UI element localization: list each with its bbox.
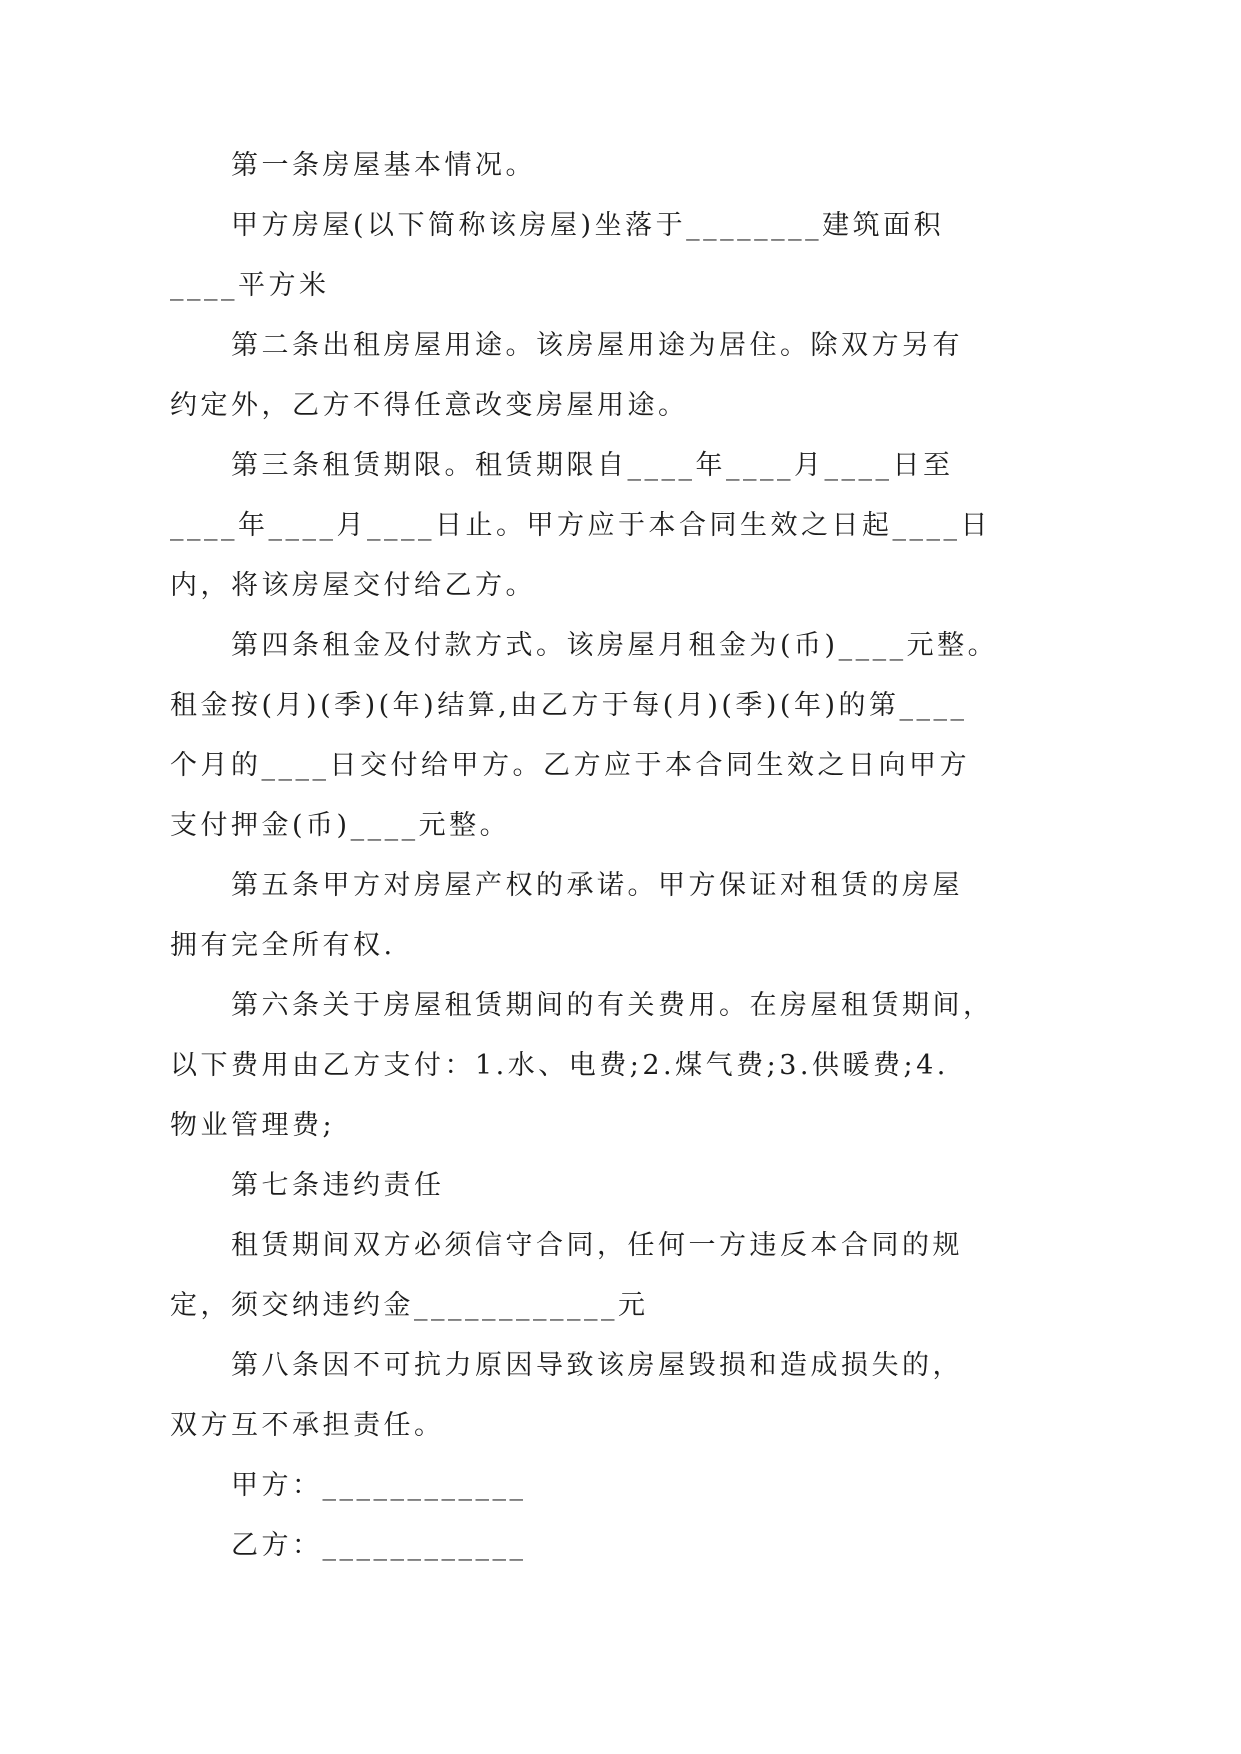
- paragraph-line: 第一条房屋基本情况。: [231, 150, 536, 181]
- article-7-heading: [170, 1156, 955, 1216]
- paragraph-line: 甲方房屋(以下简称该房屋)坐落于________建筑面积: [231, 210, 945, 241]
- paragraph-line: 拥有完全所有权.: [170, 930, 396, 961]
- article-2: [170, 316, 963, 436]
- paragraph-line: 物业管理费;: [170, 1110, 336, 1141]
- article-1-heading: [170, 136, 955, 196]
- party-b-signature: [170, 1516, 955, 1576]
- paragraph-line: 租赁期间双方必须信守合同，任何一方违反本合同的规: [231, 1230, 963, 1261]
- article-1-body: [170, 196, 955, 316]
- paragraph-line: 第四条租金及付款方式。该房屋月租金为(币)____元整。: [231, 630, 999, 661]
- paragraph-line: 个月的____日交付给甲方。乙方应于本合同生效之日向甲方: [170, 750, 970, 781]
- paragraph-line: 定，须交纳违约金____________元: [170, 1290, 649, 1321]
- paragraph-line: 乙方：____________: [231, 1530, 527, 1561]
- article-5: [170, 856, 963, 976]
- paragraph-line: 第五条甲方对房屋产权的承诺。甲方保证对租赁的房屋: [231, 870, 963, 901]
- paragraph-line: 第三条租赁期限。租赁期限自____年____月____日至: [231, 450, 954, 481]
- article-6: [170, 976, 994, 1156]
- paragraph-line: 第六条关于房屋租赁期间的有关费用。在房屋租赁期间，: [231, 990, 994, 1021]
- article-4: [170, 616, 999, 856]
- article-7-body: [170, 1216, 963, 1336]
- paragraph-line: 以下费用由乙方支付：1.水、电费;2.煤气费;3.供暖费;4.: [170, 1050, 949, 1081]
- contract-body: [170, 136, 999, 1576]
- paragraph-line: 双方互不承担责任。: [170, 1410, 445, 1441]
- party-a-signature: [170, 1456, 955, 1516]
- paragraph-line: 支付押金(币)____元整。: [170, 810, 511, 841]
- paragraph-line: 第七条违约责任: [231, 1170, 445, 1201]
- article-3: [170, 436, 991, 616]
- paragraph-line: ____年____月____日止。甲方应于本合同生效之日起____日: [170, 510, 991, 541]
- article-8: [170, 1336, 963, 1456]
- paragraph-line: 第八条因不可抗力原因导致该房屋毁损和造成损失的，: [231, 1350, 963, 1381]
- paragraph-line: 约定外，乙方不得任意改变房屋用途。: [170, 390, 689, 421]
- paragraph-line: 租金按(月)(季)(年)结算,由乙方于每(月)(季)(年)的第____: [170, 690, 968, 721]
- paragraph-line: 内，将该房屋交付给乙方。: [170, 570, 536, 601]
- paragraph-line: 第二条出租房屋用途。该房屋用途为居住。除双方另有: [231, 330, 963, 361]
- paragraph-line: ____平方米: [170, 270, 330, 301]
- paragraph-line: 甲方：____________: [231, 1470, 527, 1501]
